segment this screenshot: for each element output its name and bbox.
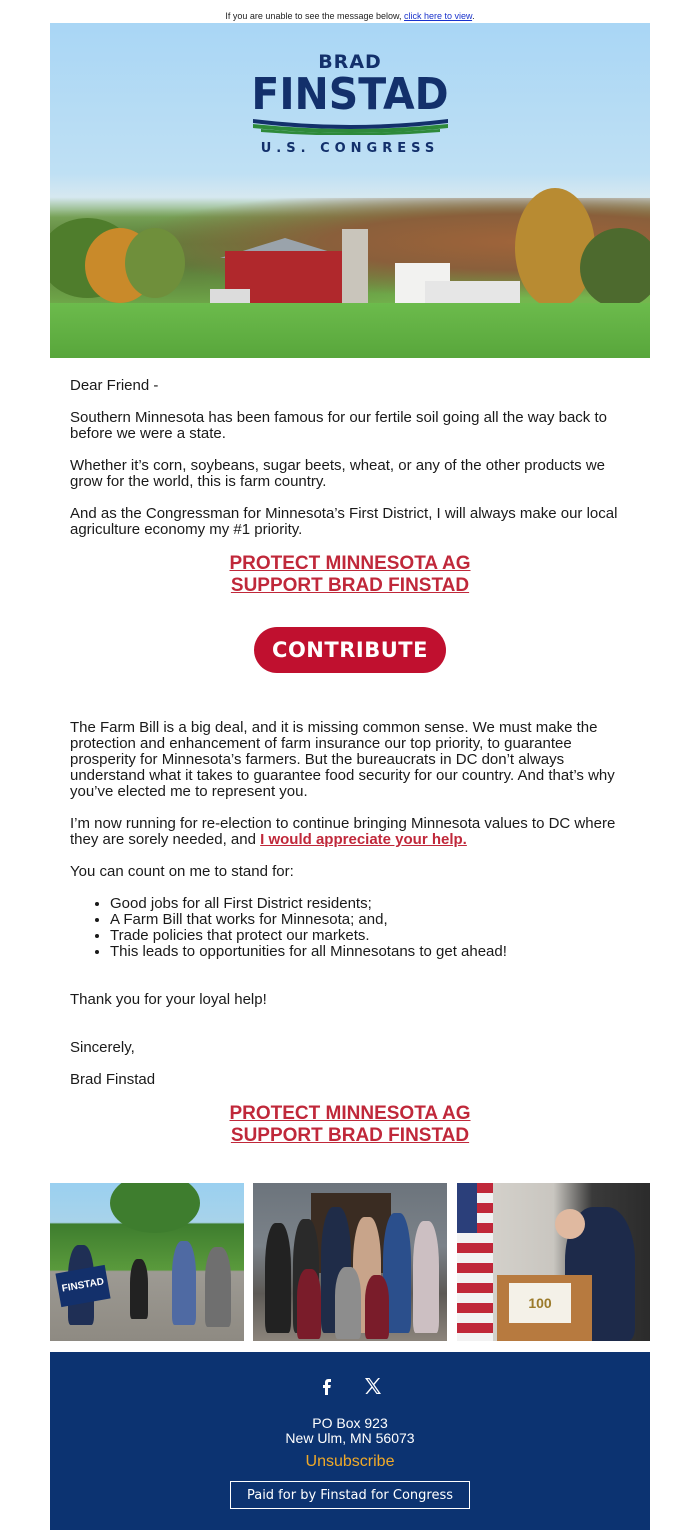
podium-photo (457, 1183, 650, 1341)
facebook-icon[interactable] (315, 1374, 339, 1398)
paragraph-5-text: I’m now running for re-election to continue bringing Minnesota values to DC where they are sorely needed, and (70, 815, 616, 848)
view-online-link[interactable]: click here to view (404, 11, 473, 21)
cta-link-line1[interactable]: PROTECT MINNESOTA AG (229, 1103, 471, 1124)
cta-link-line2[interactable]: SUPPORT BRAD FINSTAD (230, 1125, 470, 1146)
paragraph-3: And as the Congressman for Minnesota’s First District, I will always make our local agriculture economy my #1 priority. (70, 505, 618, 538)
closing: Sincerely, (70, 1039, 135, 1056)
podium-sign: 100 (509, 1283, 571, 1323)
silo (342, 229, 368, 305)
greeting: Dear Friend - (70, 377, 159, 394)
cta-link-line2[interactable]: SUPPORT BRAD FINSTAD (230, 575, 470, 596)
cta-block-bottom (0, 1103, 700, 1147)
list-item: • Good jobs for all First District residents; (110, 896, 640, 912)
footer (50, 1352, 650, 1530)
tree (515, 188, 595, 308)
signature: Brad Finstad (70, 1071, 156, 1088)
person (365, 1275, 389, 1339)
family-photo (253, 1183, 447, 1341)
logo-subtitle: U.S. CONGRESS (260, 141, 440, 156)
cta-block-top (0, 553, 700, 597)
flag-canton (457, 1183, 477, 1233)
list-item: • Trade policies that protect our markets. (110, 928, 640, 944)
preheader (0, 11, 700, 21)
person (413, 1221, 439, 1333)
person (265, 1223, 291, 1333)
mailing-address (50, 1416, 650, 1446)
x-icon[interactable] (361, 1374, 385, 1398)
preheader-suffix: . (472, 11, 475, 21)
parade-photo (50, 1183, 244, 1341)
hero-banner (50, 23, 650, 358)
logo-last-name: FINSTAD (251, 69, 449, 120)
paid-for-disclaimer: Paid for by Finstad for Congress (230, 1481, 470, 1509)
campaign-sign: FINSTAD (55, 1265, 110, 1307)
paragraph-6: You can count on me to stand for: (70, 863, 294, 880)
appreciate-help-link[interactable]: I would appreciate your help. (260, 831, 467, 848)
unsubscribe-link[interactable]: Unsubscribe (305, 1453, 395, 1470)
person (205, 1247, 231, 1327)
paragraph-2: Whether it’s corn, soybeans, sugar beets, wheat, or any of the other products we grow for the world, this is farm country. (70, 457, 606, 490)
paragraph-1: Southern Minnesota has been famous for our fertile soil going all the way back to before we were a state. (70, 409, 607, 442)
tree (580, 228, 650, 308)
address-line-2: New Ulm, MN 56073 (285, 1430, 415, 1446)
social-links (50, 1374, 650, 1403)
tree (125, 228, 185, 298)
logo-first-name: BRAD (318, 51, 382, 73)
green-field (50, 303, 650, 358)
list-item: • A Farm Bill that works for Minnesota; and, (110, 912, 640, 928)
preheader-text: If you are unable to see the message below, (225, 11, 405, 21)
contribute-button[interactable]: CONTRIBUTE (254, 627, 446, 673)
paragraph-4: The Farm Bill is a big deal, and it is missing common sense. We must make the protection and enhancement of farm insurance our top priority, to guarantee prosperity for Minnesota’s farmers. But the bureaucrats in DC don’t always understand what it takes to guarantee food security for our country. And that’s why you’ve elected me to represent you. (70, 719, 615, 800)
priorities-list (110, 896, 640, 960)
address-line-1: PO Box 923 (312, 1415, 388, 1431)
list-item: • This leads to opportunities for all Minnesotans to get ahead! (110, 944, 640, 960)
paragraph-5 (70, 816, 640, 848)
cta-link-line1[interactable]: PROTECT MINNESOTA AG (229, 553, 471, 574)
tree (110, 1183, 200, 1233)
person (172, 1241, 196, 1325)
campaign-logo (50, 51, 650, 156)
person (335, 1267, 361, 1339)
thanks: Thank you for your loyal help! (70, 991, 267, 1008)
person (130, 1259, 148, 1319)
person (297, 1269, 321, 1339)
speaker-head (555, 1209, 585, 1239)
